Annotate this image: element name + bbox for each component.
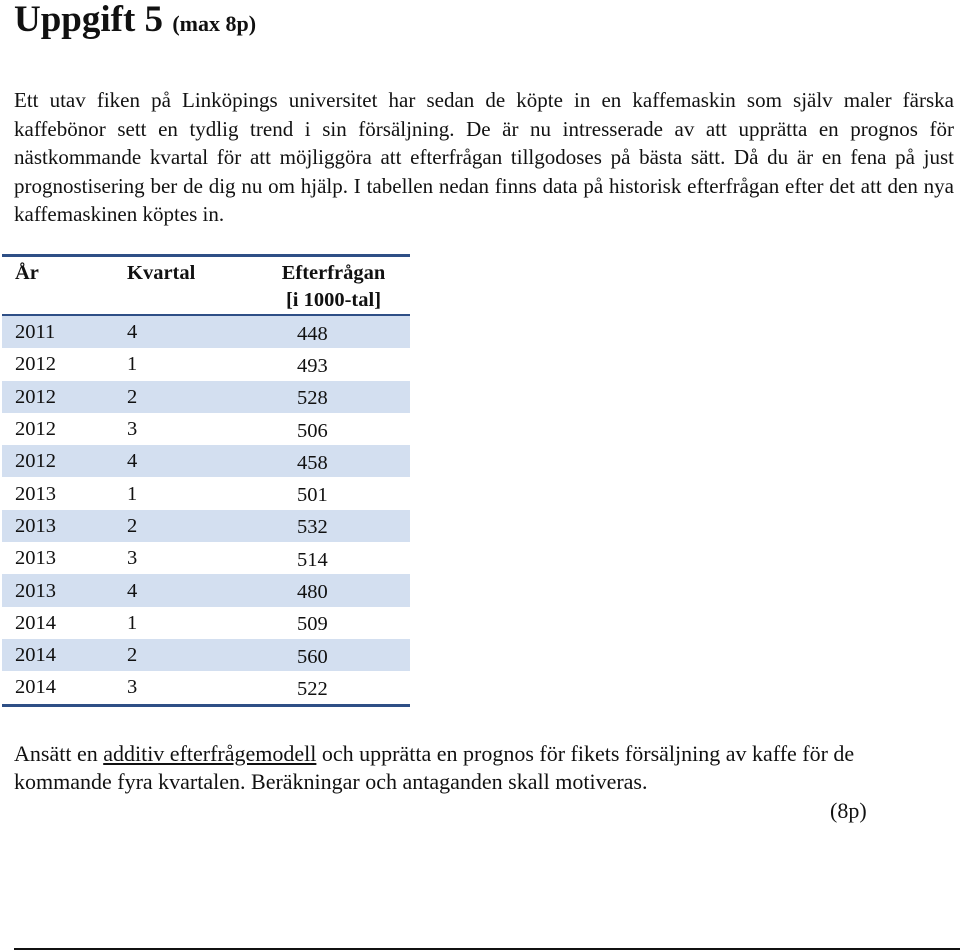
cell-quarter: 1 <box>127 611 138 634</box>
table-row <box>2 315 410 348</box>
table-row <box>2 348 410 380</box>
header-quarter: Kvartal <box>127 256 257 316</box>
header-demand-line2: [i 1000-tal] <box>285 289 382 311</box>
task-max-points: (max 8p) <box>172 11 257 36</box>
cell-quarter: 3 <box>127 547 138 570</box>
question-points: (8p) <box>830 798 867 823</box>
header-year: År <box>2 256 127 316</box>
cell-year: 2013 <box>15 482 56 505</box>
cell-quarter: 2 <box>127 639 257 671</box>
table-row <box>2 639 410 671</box>
cell-quarter: 3 <box>127 676 138 699</box>
cell-year: 2012 <box>2 381 127 413</box>
cell-year: 2011 <box>2 315 127 348</box>
cell-quarter: 4 <box>127 445 257 477</box>
header-demand <box>257 256 410 316</box>
question-text-start: Ansätt en <box>14 741 104 766</box>
cell-year: 2012 <box>15 418 56 441</box>
cell-quarter: 4 <box>127 315 257 348</box>
question-paragraph <box>14 740 954 796</box>
intro-paragraph: Ett utav fiken på Linköpings universitet har sedan de köpte in en kaffemaskin som själv maler färska kaffebönor sett en tydlig trend i sin försäljning. De är nu intresserade av att upprätta en prognos för nästkommande kvartal för att möjliggöra att efterfrågan tillgodoses på bästa sätt. Då du är en fena på just prognostisering ber de dig nu om hjälp. I tabellen nedan finns data på historisk efterfrågan efter det att den nya kaffemaskinen köptes in. <box>14 88 954 226</box>
cell-quarter: 3 <box>127 418 138 441</box>
table-row <box>2 574 410 606</box>
table-row <box>2 413 410 445</box>
cell-quarter: 1 <box>127 482 138 505</box>
cell-year: 2013 <box>15 547 56 570</box>
table-row <box>2 477 410 509</box>
table-row <box>2 542 410 574</box>
cell-demand: 522 <box>297 677 328 700</box>
cell-year: 2014 <box>2 639 127 671</box>
table-row <box>2 671 410 705</box>
cell-demand: 493 <box>297 354 328 377</box>
task-heading <box>14 0 256 46</box>
table-row <box>2 607 410 639</box>
header-demand-line1: Efterfrågan <box>281 262 386 284</box>
cell-year: 2014 <box>15 676 56 699</box>
table-row <box>2 381 410 413</box>
task-title: Uppgift 5 <box>14 0 164 40</box>
cell-year: 2012 <box>2 445 127 477</box>
cell-demand: 528 <box>257 381 410 413</box>
cell-demand: 501 <box>297 484 328 507</box>
table-row <box>2 510 410 542</box>
cell-demand: 532 <box>257 510 410 542</box>
footer-divider <box>14 948 960 950</box>
table-row <box>2 445 410 477</box>
cell-demand: 480 <box>257 574 410 606</box>
demand-table <box>2 254 410 707</box>
cell-demand: 509 <box>297 613 328 636</box>
cell-demand: 514 <box>297 548 328 571</box>
cell-quarter: 2 <box>127 510 257 542</box>
table-header-row <box>2 256 410 316</box>
cell-demand: 506 <box>297 419 328 442</box>
cell-year: 2014 <box>15 611 56 634</box>
cell-year: 2013 <box>2 574 127 606</box>
cell-quarter: 1 <box>127 353 138 376</box>
cell-demand: 560 <box>257 639 410 671</box>
cell-demand: 458 <box>257 445 410 477</box>
cell-quarter: 4 <box>127 574 257 606</box>
question-text-end: och upprätta en prognos för fikets försäljning av kaffe för de kommande fyra kvartalen. Beräkningar och antaganden skall motiveras. <box>14 741 855 794</box>
cell-quarter: 2 <box>127 381 257 413</box>
question-underlined-term: additiv efterfrågemodell <box>103 741 317 766</box>
cell-demand: 448 <box>257 315 410 348</box>
table-body <box>2 315 410 705</box>
cell-year: 2012 <box>15 353 56 376</box>
cell-year: 2013 <box>2 510 127 542</box>
